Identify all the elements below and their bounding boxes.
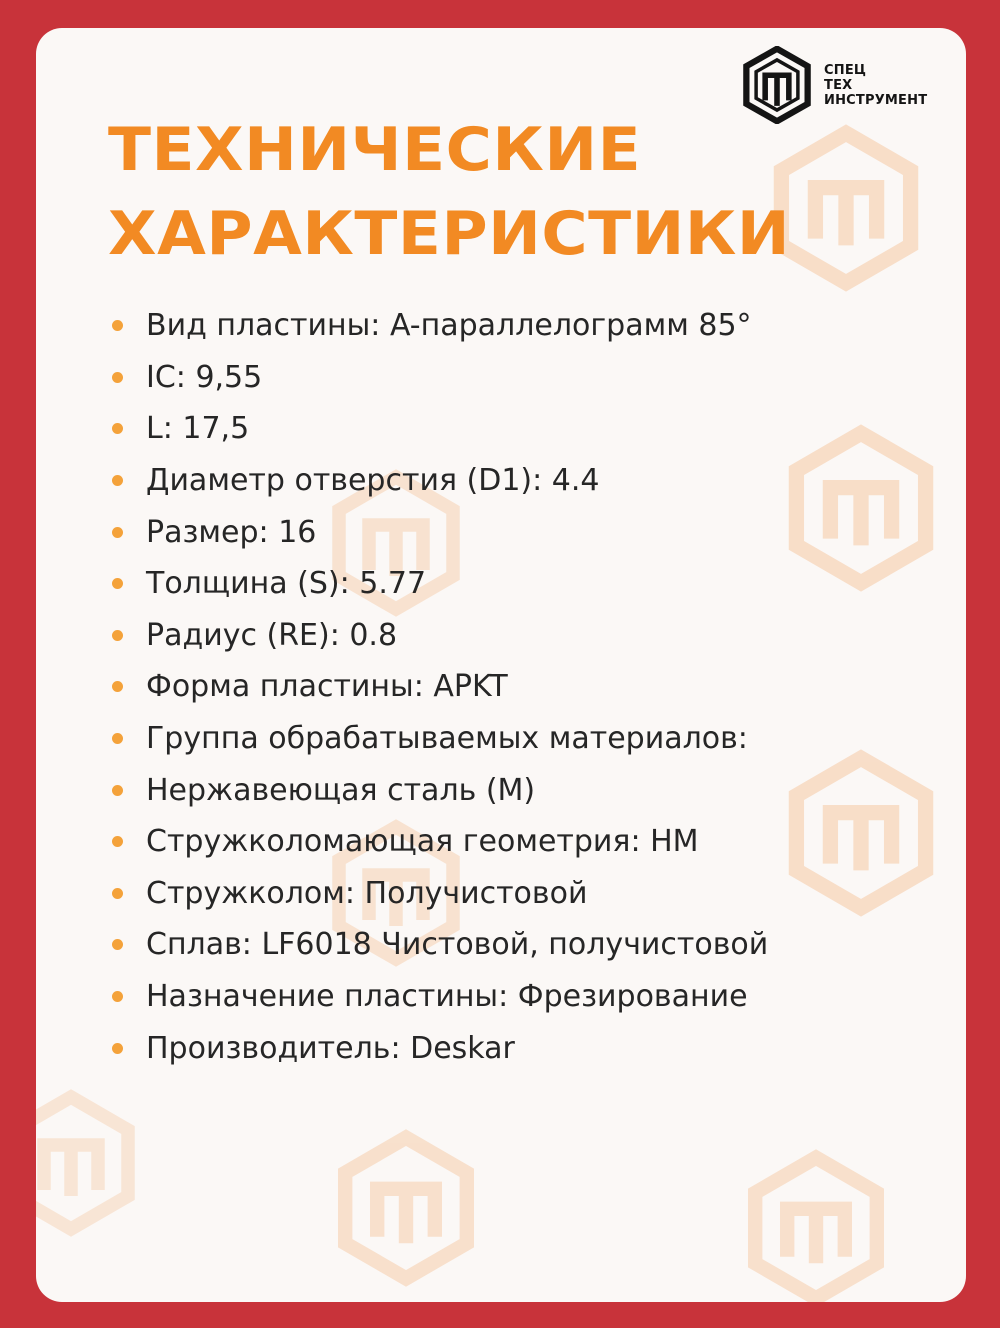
page-title-line: ХАРАКТЕРИСТИКИ: [108, 199, 791, 269]
bullet-dot-icon: [112, 423, 123, 434]
bullet-dot-icon: [112, 630, 123, 641]
bullet-dot-icon: [112, 320, 123, 331]
spec-item: [106, 971, 768, 1023]
spec-item: [106, 352, 768, 404]
watermark-logo-icon: [776, 748, 946, 918]
spec-text: Стружколом: Получистовой: [146, 875, 588, 911]
page-title-line: ТЕХНИЧЕСКИЕ: [108, 115, 642, 185]
bullet-dot-icon: [112, 475, 123, 486]
spec-text: Сплав: LF6018 Чистовой, получистовой: [146, 927, 769, 963]
bullet-dot-icon: [112, 991, 123, 1002]
spec-item: [106, 661, 768, 713]
brand-name-line: ИНСТРУМЕНТ: [824, 92, 928, 108]
spec-item: [106, 610, 768, 662]
watermark-logo-icon: [326, 1128, 486, 1288]
spec-item: [106, 300, 768, 352]
spec-item: [106, 868, 768, 920]
spec-text: IC: 9,55: [146, 359, 263, 395]
bullet-dot-icon: [112, 733, 123, 744]
spec-text: Толщина (S): 5.77: [146, 566, 427, 602]
bullet-dot-icon: [112, 372, 123, 383]
spec-text: Производитель: Deskar: [146, 1030, 515, 1066]
spec-text: Группа обрабатываемых материалов:: [146, 721, 748, 757]
bullet-dot-icon: [112, 888, 123, 899]
watermark-logo-icon: [736, 1148, 896, 1302]
spec-text: Стружколомающая геометрия: HM: [146, 824, 699, 860]
spec-text: Размер: 16: [146, 514, 317, 550]
spec-item: [106, 764, 768, 816]
spec-item: [106, 455, 768, 507]
spec-item: [106, 1022, 768, 1074]
spec-text: Назначение пластины: Фрезирование: [146, 979, 748, 1015]
bullet-dot-icon: [112, 578, 123, 589]
brand-name-line: ТЕХ: [824, 77, 853, 93]
spec-item: [106, 403, 768, 455]
spec-item: [106, 558, 768, 610]
brand-name: [824, 63, 927, 108]
spec-text: Радиус (RE): 0.8: [146, 617, 398, 653]
spec-item: [106, 919, 768, 971]
spec-card: [36, 28, 966, 1302]
spec-text: Форма пластины: APKT: [146, 669, 508, 705]
page-title: [108, 108, 790, 276]
spec-text: Нержавеющая сталь (М): [146, 772, 536, 808]
spec-text: Диаметр отверстия (D1): 4.4: [146, 463, 600, 499]
bullet-dot-icon: [112, 527, 123, 538]
spec-item: [106, 816, 768, 868]
bullet-dot-icon: [112, 939, 123, 950]
spec-text: L: 17,5: [146, 411, 250, 447]
brand-name-line: СПЕЦ: [824, 62, 867, 78]
spec-item: [106, 506, 768, 558]
spec-text: Вид пластины: A-параллелограмм 85°: [146, 308, 752, 344]
watermark-logo-icon: [776, 423, 946, 593]
bullet-dot-icon: [112, 785, 123, 796]
bullet-dot-icon: [112, 836, 123, 847]
spec-list: [106, 300, 768, 1074]
watermark-logo-icon: [36, 1088, 146, 1238]
spec-item: [106, 713, 768, 765]
bullet-dot-icon: [112, 1043, 123, 1054]
bullet-dot-icon: [112, 681, 123, 692]
